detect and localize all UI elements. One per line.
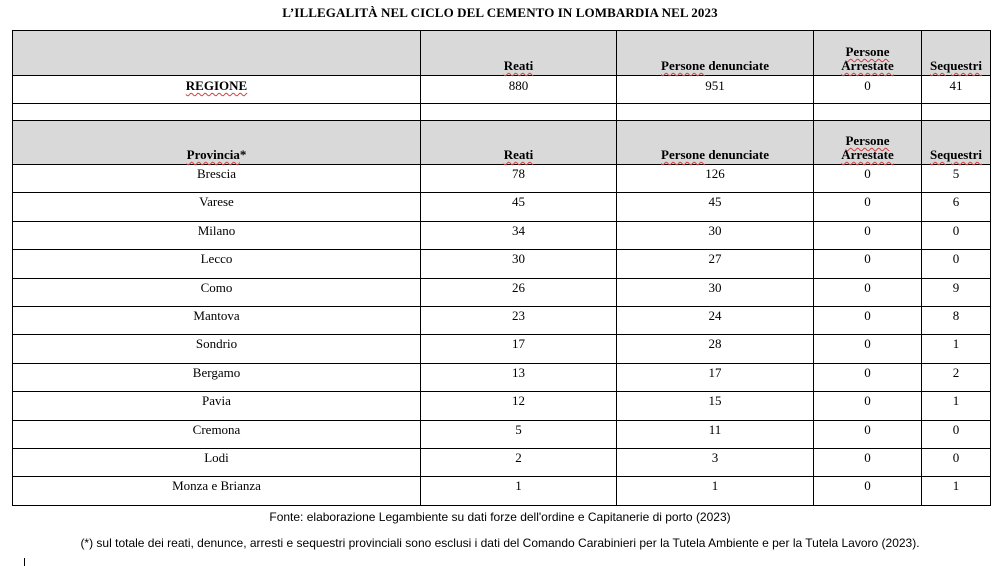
province-reati: 12 — [421, 392, 617, 420]
province-name: Pavia — [13, 392, 421, 420]
header-arrestate-word: Arrestate — [841, 58, 894, 73]
province-arrestate: 0 — [814, 165, 922, 193]
province-reati: 30 — [421, 250, 617, 278]
header-arrestate-word: Arrestate — [841, 147, 894, 162]
province-name: Lecco — [13, 250, 421, 278]
spacer-cell — [814, 104, 922, 121]
province-sequestri: 0 — [922, 420, 991, 448]
province-sequestri: 0 — [922, 221, 991, 249]
header-row-bottom — [13, 121, 991, 165]
header-empty-cell — [13, 31, 421, 76]
province-denunciate: 17 — [617, 363, 814, 391]
province-reati: 78 — [421, 165, 617, 193]
province-arrestate: 0 — [814, 420, 922, 448]
header-arr-persone-word: Persone — [845, 44, 890, 59]
province-denunciate: 3 — [617, 448, 814, 476]
province-name: Sondrio — [13, 335, 421, 363]
region-denunciate: 951 — [617, 76, 814, 104]
province-sequestri: 9 — [922, 278, 991, 306]
region-label-cell — [13, 76, 421, 104]
region-reati: 880 — [421, 76, 617, 104]
province-arrestate: 0 — [814, 477, 922, 505]
header-denunciate-word: denunciate — [708, 147, 769, 162]
spacer-cell — [922, 104, 991, 121]
spacer-cell — [421, 104, 617, 121]
header-provincia-label: Provincia — [186, 147, 240, 162]
table-row — [13, 420, 991, 448]
province-reati: 34 — [421, 221, 617, 249]
province-denunciate: 24 — [617, 306, 814, 334]
table-row — [13, 165, 991, 193]
header-arr-persone-word: Persone — [845, 133, 890, 148]
province-rows — [13, 165, 991, 506]
header-reati-label: Reati — [503, 147, 534, 162]
province-arrestate: 0 — [814, 448, 922, 476]
footnote: (*) sul totale dei reati, denunce, arresti e sequestri provinciali sono esclusi i dati del Comando Carabinieri per la Tutela Ambiente e per la Tutela Lavoro (2023). — [80, 536, 920, 550]
province-reati: 5 — [421, 420, 617, 448]
province-reati: 1 — [421, 477, 617, 505]
table-row — [13, 477, 991, 505]
table-title: L’ILLEGALITÀ NEL CICLO DEL CEMENTO IN LOMBARDIA NEL 2023 — [282, 5, 718, 20]
province-arrestate: 0 — [814, 363, 922, 391]
province-sequestri: 6 — [922, 193, 991, 221]
header-sequestri-label: Sequestri — [930, 147, 982, 162]
spacer-row — [13, 104, 991, 121]
province-arrestate: 0 — [814, 335, 922, 363]
province-sequestri: 5 — [922, 165, 991, 193]
table-row — [13, 193, 991, 221]
province-name: Como — [13, 278, 421, 306]
province-sequestri: 1 — [922, 335, 991, 363]
table-row — [13, 250, 991, 278]
province-denunciate: 1 — [617, 477, 814, 505]
province-arrestate: 0 — [814, 221, 922, 249]
province-name: Monza e Brianza — [13, 477, 421, 505]
province-name: Varese — [13, 193, 421, 221]
spacer-cell — [13, 104, 421, 121]
header-persone-denunciate — [617, 121, 814, 165]
header-persone-word: Persone — [661, 58, 706, 73]
header-reati — [421, 121, 617, 165]
province-reati: 13 — [421, 363, 617, 391]
province-sequestri: 8 — [922, 306, 991, 334]
table-row — [13, 448, 991, 476]
region-arrestate: 0 — [814, 76, 922, 104]
header-persone-denunciate — [617, 31, 814, 76]
province-sequestri: 1 — [922, 477, 991, 505]
header-denunciate-word: denunciate — [708, 58, 769, 73]
province-denunciate: 30 — [617, 221, 814, 249]
header-sequestri — [922, 31, 991, 76]
header-provincia — [13, 121, 421, 165]
table-row — [13, 335, 991, 363]
cursor-mark — [24, 558, 25, 566]
province-reati: 26 — [421, 278, 617, 306]
header-provincia-asterisk: * — [239, 147, 247, 162]
table-row — [13, 306, 991, 334]
header-reati-label: Reati — [503, 58, 534, 73]
header-persone-word: Persone — [661, 147, 706, 162]
province-denunciate: 30 — [617, 278, 814, 306]
province-denunciate: 11 — [617, 420, 814, 448]
table-row — [13, 221, 991, 249]
province-denunciate: 126 — [617, 165, 814, 193]
province-reati: 45 — [421, 193, 617, 221]
header-persone-arrestate — [814, 31, 922, 76]
table-row — [13, 278, 991, 306]
source-note: Fonte: elaborazione Legambiente su dati forze dell'ordine e Capitanerie di porto (2023) — [269, 510, 731, 524]
province-reati: 2 — [421, 448, 617, 476]
province-sequestri: 0 — [922, 448, 991, 476]
header-row-top — [13, 31, 991, 76]
header-reati — [421, 31, 617, 76]
header-sequestri-label: Sequestri — [930, 58, 982, 73]
province-name: Mantova — [13, 306, 421, 334]
province-arrestate: 0 — [814, 250, 922, 278]
province-name: Brescia — [13, 165, 421, 193]
province-sequestri: 0 — [922, 250, 991, 278]
table-row — [13, 392, 991, 420]
province-name: Bergamo — [13, 363, 421, 391]
province-reati: 17 — [421, 335, 617, 363]
province-arrestate: 0 — [814, 306, 922, 334]
province-arrestate: 0 — [814, 278, 922, 306]
province-name: Lodi — [13, 448, 421, 476]
table-row — [13, 363, 991, 391]
province-denunciate: 15 — [617, 392, 814, 420]
header-sequestri — [922, 121, 991, 165]
province-arrestate: 0 — [814, 392, 922, 420]
region-sequestri: 41 — [922, 76, 991, 104]
spacer-cell — [617, 104, 814, 121]
province-sequestri: 1 — [922, 392, 991, 420]
region-label: REGIONE — [185, 78, 248, 93]
province-arrestate: 0 — [814, 193, 922, 221]
province-denunciate: 28 — [617, 335, 814, 363]
province-denunciate: 45 — [617, 193, 814, 221]
province-name: Cremona — [13, 420, 421, 448]
province-denunciate: 27 — [617, 250, 814, 278]
province-sequestri: 2 — [922, 363, 991, 391]
crime-table — [12, 30, 991, 506]
header-persone-arrestate — [814, 121, 922, 165]
province-reati: 23 — [421, 306, 617, 334]
region-row — [13, 76, 991, 104]
province-name: Milano — [13, 221, 421, 249]
